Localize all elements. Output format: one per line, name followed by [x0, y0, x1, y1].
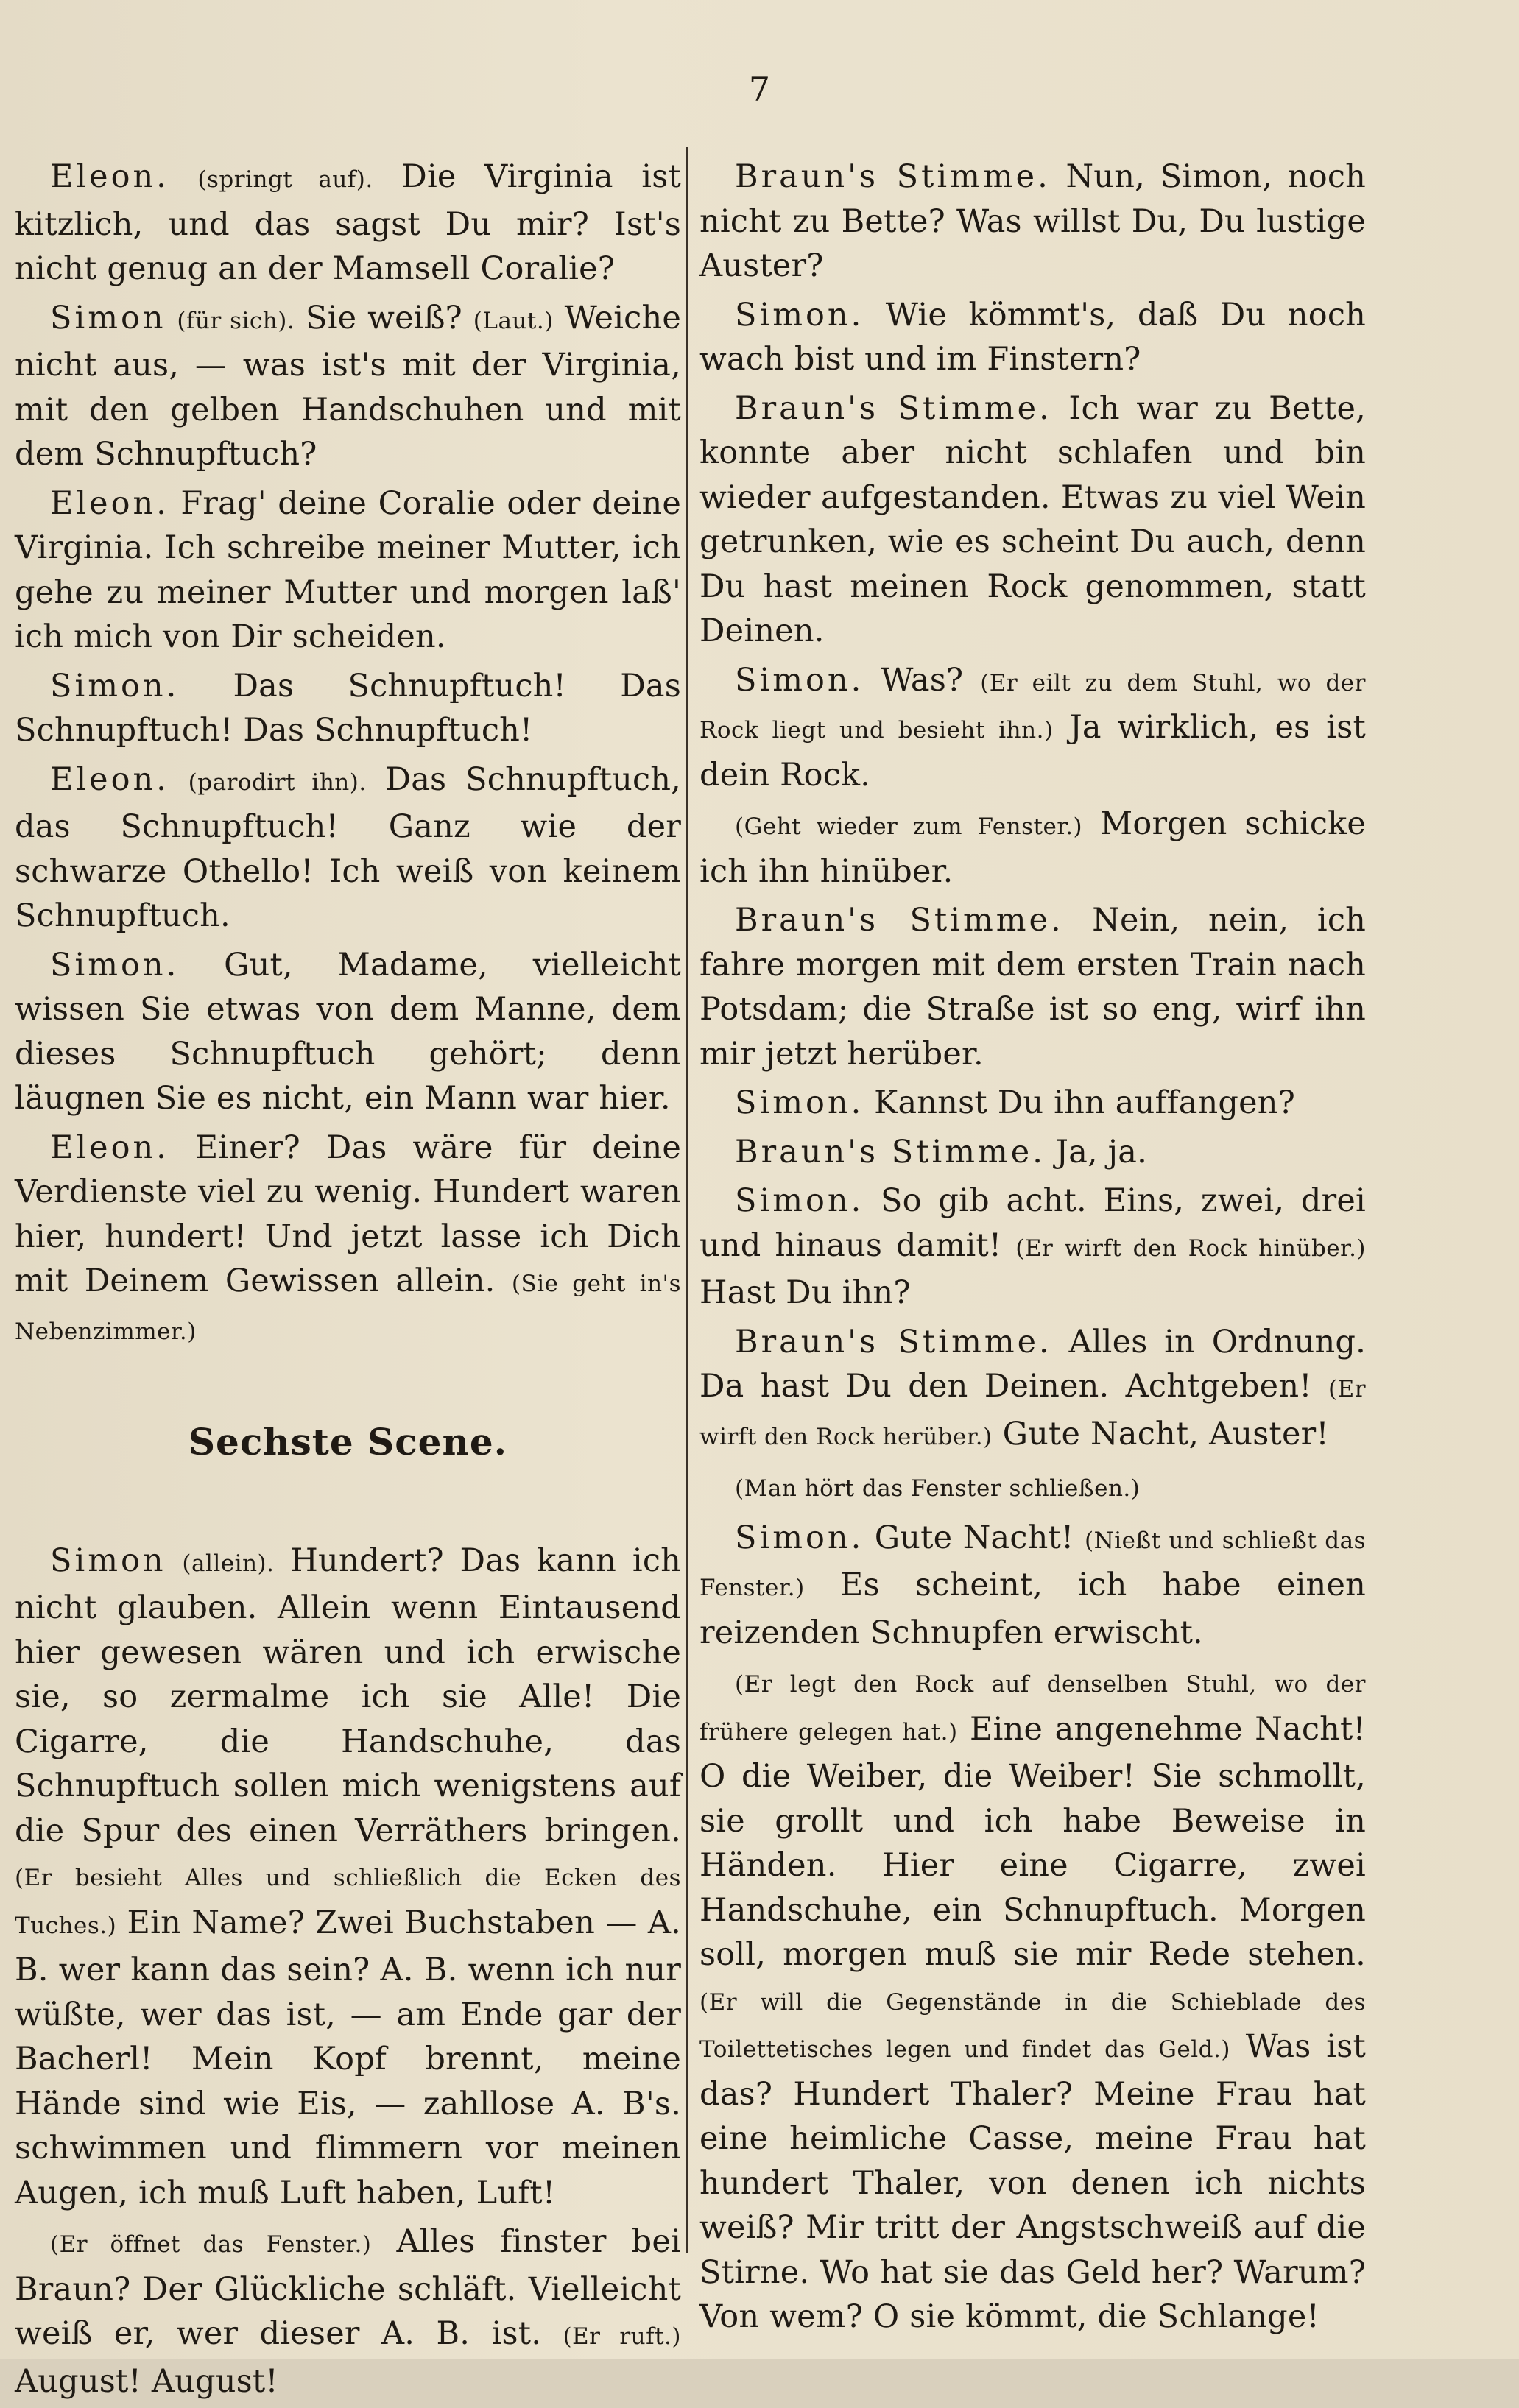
- dialogue-paragraph: [699, 386, 1366, 654]
- dialogue-paragraph: [15, 1539, 681, 2216]
- dialogue-paragraph: [15, 943, 681, 1121]
- dialogue-paragraph: [15, 1126, 681, 1355]
- dialogue-paragraph: [699, 1179, 1366, 1316]
- speaker-name: Simon.: [735, 661, 864, 699]
- dialogue-text: Das Schnupftuch! Das Schnupftuch! Das Schnupftuch!: [15, 667, 681, 749]
- dialogue-paragraph: [699, 155, 1366, 289]
- dialogue-text: Morgen schicke ich ihn hinüber.: [699, 805, 1367, 890]
- speaker-name: Simon.: [735, 1519, 864, 1556]
- dialogue-paragraph: [15, 758, 681, 939]
- stage-direction: (Er wirft den Rock herüber.): [699, 1376, 1367, 1450]
- stage-direction: (Er besieht Alles und schließlich die Ecken des Tuches.): [15, 1865, 681, 1939]
- dialogue-text: Einer? Das wäre für deine Verdienste viel zu wenig. Hundert waren hier, hundert! Und jetzt lasse ich Dich mit Deinem Gewissen allein.: [15, 1129, 681, 1299]
- dialogue-text: Gute Nacht, Auster!: [1002, 1415, 1329, 1452]
- dialogue-text: Ein Name? Zwei Buchstaben — A. B. wer kann das sein? A. B. wenn ich nur wüßte, wer das ist, — am Ende gar der Bacherl! Mein Kopf brennt, meine Hände sind wie Eis, — zahllose A. B's. schwimmen und flimmern vor meinen Augen, ich muß Luft haben, Luft!: [15, 1904, 681, 2211]
- speaker-name: Simon.: [735, 1084, 864, 1121]
- dialogue-paragraph: [699, 1320, 1366, 1460]
- stage-direction: (springt auf).: [197, 166, 373, 193]
- stage-direction: (Er will die Gegenstände in die Schieblade des Toilettetisches legen und findet das Geld.): [699, 1988, 1366, 2063]
- stage-direction: (allein).: [182, 1550, 275, 1577]
- dialogue-paragraph: [699, 1130, 1366, 1175]
- dialogue-text: Nein, nein, ich fahre morgen mit dem ersten Train nach Potsdam; die Straße ist so eng, wirf ihn mir jetzt herüber.: [699, 902, 1367, 1073]
- speaker-name: Braun's Stimme.: [735, 1133, 1046, 1171]
- dialogue-text: August! August!: [15, 2362, 278, 2400]
- dialogue-text: Weiche nicht aus, — was ist's mit der Virginia, mit den gelben Handschuhen und mit dem Schnupftuch?: [15, 299, 681, 473]
- dialogue-text: Kannst Du ihn auffangen?: [874, 1084, 1295, 1121]
- stage-direction: (Laut.): [473, 307, 554, 334]
- dialogue-text: Wie kömmt's, daß Du noch wach bist und im Finstern?: [699, 296, 1367, 378]
- speaker-name: Simon.: [735, 296, 864, 333]
- speaker-name: Simon: [50, 299, 166, 336]
- dialogue-text: Gute Nacht!: [874, 1519, 1074, 1556]
- dialogue-text: Gut, Madame, vielleicht wissen Sie etwas von dem Manne, dem dieses Schnupftuch gehört; denn läugnen Sie es nicht, ein Mann war hier.: [15, 946, 681, 1117]
- dialogue-text: Hast Du ihn?: [699, 1274, 911, 1311]
- speaker-name: Eleon.: [50, 1129, 169, 1166]
- dialogue-text: Was?: [881, 661, 964, 699]
- speaker-name: Simon.: [50, 946, 180, 984]
- column-divider: [686, 147, 688, 2253]
- stage-direction: (Sie geht in's Nebenzimmer.): [15, 1271, 681, 1345]
- right-column: [699, 155, 1366, 2344]
- left-column: [15, 155, 681, 2408]
- dialogue-text: Ja wirklich, es ist dein Rock.: [699, 709, 1366, 794]
- dialogue-text: Das Schnupftuch, das Schnupftuch! Ganz wie der schwarze Othello! Ich weiß von keinem Schnupftuch.: [15, 760, 682, 934]
- speaker-name: Eleon.: [50, 484, 169, 522]
- speaker-name: Braun's Stimme.: [735, 389, 1052, 427]
- dialogue-paragraph: [699, 1516, 1366, 1656]
- dialogue-text: Alles in Ordnung. Da hast Du den Deinen. Achtgeben!: [699, 1323, 1366, 1405]
- dialogue-text: So gib acht. Eins, zwei, drei und hinaus damit!: [699, 1182, 1366, 1264]
- stage-direction: (für sich).: [177, 307, 295, 334]
- dialogue-paragraph: [15, 155, 681, 292]
- dialogue-paragraph: [15, 296, 681, 477]
- speaker-name: Eleon.: [50, 158, 169, 195]
- speaker-name: Eleon.: [50, 760, 169, 798]
- speaker-name: Braun's Stimme.: [735, 1323, 1052, 1360]
- dialogue-paragraph: [699, 1659, 1366, 2340]
- dialogue-paragraph: [699, 802, 1366, 894]
- dialogue-text: Hundert? Das kann ich nicht glauben. Allein wenn Eintausend hier gewesen wären und ich erwische sie, so zermalme ich sie Alle! Die Cigarre, die Handschuhe, das Schnupftuch sollen mich wenigstens auf die Spur des einen Verräthers bringen.: [15, 1542, 681, 1849]
- speaker-name: Simon: [50, 1542, 166, 1579]
- dialogue-text: Frag' deine Coralie oder deine Virginia. Ich schreibe meiner Mutter, ich gehe zu meiner Mutter und morgen laß' ich mich von Dir scheiden.: [15, 484, 681, 655]
- dialogue-text: Die Virginia ist kitzlich, und das sagst Du mir? Ist's nicht genug an der Mamsell Coralie?: [15, 158, 681, 287]
- dialogue-paragraph: [15, 481, 681, 660]
- dialogue-text: Sie weiß?: [306, 299, 462, 336]
- dialogue-paragraph: [699, 898, 1366, 1076]
- dialogue-text: Ja, ja.: [1055, 1133, 1148, 1171]
- dialogue-paragraph: [699, 658, 1366, 798]
- dialogue-paragraph: [699, 293, 1366, 382]
- dialogue-paragraph: [15, 664, 681, 753]
- stage-direction: (Er öffnet das Fenster.): [50, 2231, 372, 2258]
- scene-heading: Sechste Scene.: [188, 1420, 508, 1463]
- dialogue-text: Ich war zu Bette, konnte aber nicht schlafen und bin wieder aufgestanden. Etwas zu viel Wein getrunken, wie es scheint Du auch, denn Du hast meinen Rock genommen, statt Deinen.: [699, 389, 1366, 649]
- stage-direction: (Man hört das Fenster schließen.): [735, 1475, 1141, 1502]
- stage-direction: (Er legt den Rock auf denselben Stuhl, wo der frühere gelegen hat.): [699, 1671, 1366, 1745]
- page-number: 7: [748, 69, 771, 109]
- stage-direction: (Geht wieder zum Fenster.): [735, 813, 1083, 840]
- speaker-name: Braun's Stimme.: [735, 158, 1051, 195]
- speaker-name: Braun's Stimme.: [735, 902, 1064, 939]
- stage-direction: (Er wirft den Rock hinüber.): [1015, 1235, 1367, 1262]
- dialogue-text: Was ist das? Hundert Thaler? Meine Frau hat eine heimliche Casse, meine Frau hat hundert Thaler, von denen ich nichts weiß? Mir tritt der Angstschweiß auf die Stirne. Wo hat sie das Geld her? Warum? Von wem? O sie kömmt, die Schlange!: [699, 2028, 1366, 2335]
- dialogue-text: Alles finster bei Braun? Der Glückliche schläft. Vielleicht weiß er, wer dieser A. B. ist.: [15, 2223, 682, 2352]
- dialogue-paragraph: [699, 1081, 1366, 1126]
- stage-direction: (parodirt ihn).: [188, 769, 367, 796]
- stage-direction: (Nießt und schließt das Fenster.): [699, 1527, 1366, 1601]
- dialogue-text: Es scheint, ich habe einen reizenden Schnupfen erwischt.: [699, 1567, 1366, 1651]
- dialogue-text: Eine angenehme Nacht! O die Weiber, die Weiber! Sie schmollt, sie grollt und ich habe Beweise in Händen. Hier eine Cigarre, zwei Handschuhe, ein Schnupftuch. Morgen soll, morgen muß sie mir Rede stehen.: [699, 1710, 1366, 1973]
- speaker-name: Simon.: [735, 1182, 864, 1219]
- stage-direction: (Er eilt zu dem Stuhl, wo der Rock liegt und besieht ihn.): [699, 669, 1366, 744]
- speaker-name: Simon.: [50, 667, 180, 705]
- dialogue-text: Nun, Simon, noch nicht zu Bette? Was willst Du, Du lustige Auster?: [699, 158, 1367, 284]
- stage-direction: (Er ruft.): [563, 2323, 681, 2350]
- dialogue-paragraph: [699, 1463, 1366, 1511]
- dialogue-paragraph: [15, 2220, 681, 2404]
